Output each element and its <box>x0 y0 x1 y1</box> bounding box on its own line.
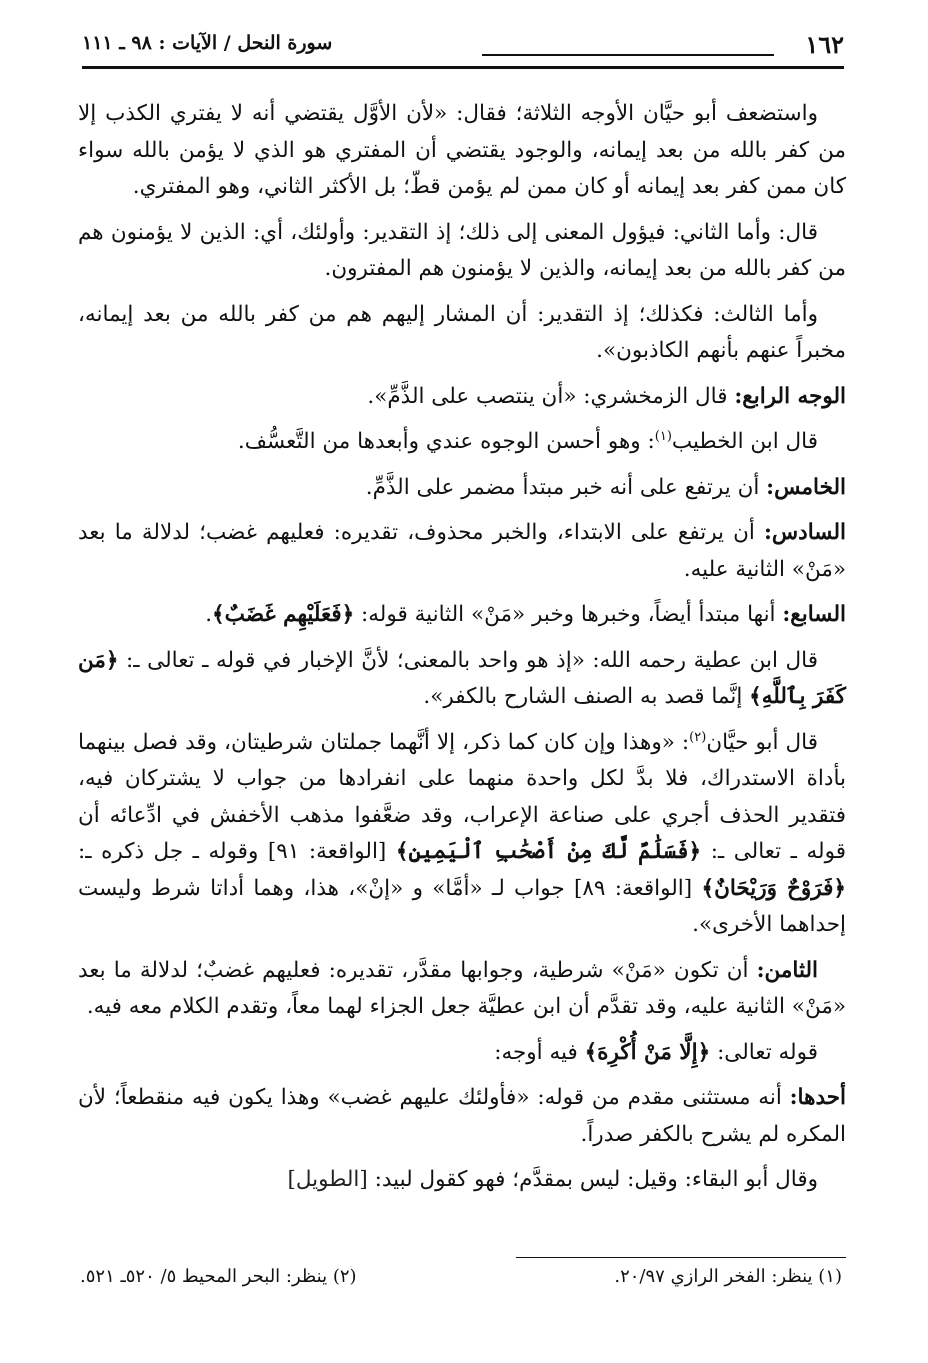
quran-quote: ﴿إِلَّا مَنْ أُكْرِهَ﴾ <box>584 1039 711 1065</box>
paragraph <box>78 1080 846 1153</box>
paragraph-text: [الواقعة: ٩١] وقوله ـ جل ذكره ـ: <box>78 839 396 864</box>
main-text <box>78 96 846 1208</box>
paragraph-text: إنَّما قصد به الصنف الشارح بالكفر». <box>423 684 750 709</box>
paragraph <box>78 643 846 716</box>
header-rule <box>82 66 844 69</box>
section-label: أحدها: <box>789 1085 846 1110</box>
paragraph-text: أنه مستثنى مقدم من قوله: «فأولئك عليهم غضب» وهذا يكون فيه منقطعاً؛ لأن المكره لم يشرح بالكفر صدراً. <box>78 1085 846 1147</box>
paragraph-text: أن يرتفع على أنه خبر مبتدأ مضمر على الذَّمِّ. <box>365 474 767 500</box>
paragraph-text: : «وهذا وإن كان كما ذكر، إلا أنَّهما جملتان شرطيتان، وقد فصل بينهما بأداة الاستدراك، فلا بدَّ لكل واحدة منهما على انفرادها من جواب لا يشتركان فيه، فتقدير الحذف أجري على صناعة الإعراب، وقد ضعَّفوا مذهب الأخفش في ادِّعائه أن قوله ـ تعالى ـ: <box>78 729 846 864</box>
meter-label: [الطويل] <box>287 1167 368 1192</box>
quran-quote: ﴿فَرَوْحٌ وَرَيْحَانٌ﴾ <box>701 875 846 901</box>
section-label: الخامس: <box>766 474 846 500</box>
paragraph <box>78 470 846 507</box>
paragraph <box>78 1162 846 1199</box>
paragraph-text: وقال أبو البقاء: وقيل: ليس بمقدَّم؛ فهو كقول لبيد: <box>367 1167 818 1192</box>
paragraph: واستضعف أبو حيَّان الأوجه الثلاثة؛ فقال: «لأن الأوَّل يقتضي أنه لا يفتري الكذب إلا من كفر بالله من بعد إيمانه، والوجود يقتضي أن المفتري هو الذي لا يؤمن بالله سواء كان ممن كفر بعد إيمانه أو كان ممن لم يؤمن قطّ؛ بل الأكثر الثاني، وهو المفتري. <box>78 101 846 199</box>
footnote-1: (١) ينظر: الفخر الرازي ٢٠/٩٧. <box>614 1266 842 1287</box>
paragraph-text: أنها مبتدأ أيضاً، وخبرها وخبر «مَنْ» الثانية قوله: <box>354 602 783 627</box>
paragraph: قال: وأما الثاني: فيؤول المعنى إلى ذلك؛ إذ التقدير: وأولئك، أي: الذين لا يؤمنون هم من كفر بالله من بعد إيمانه، والذين لا يؤمنون هم المفترون. <box>78 219 846 281</box>
footnotes <box>80 1266 842 1298</box>
paragraph: وأما الثالث: فكذلك؛ إذ التقدير: أن المشار إليهم هم من كفر بالله من بعد إيمانه، مخبراً عنهم بأنهم الكاذبون». <box>78 301 846 363</box>
paragraph <box>78 1035 846 1072</box>
paragraph-text: قال الزمخشري: «أن ينتصب على الذَّمِّ». <box>367 383 735 409</box>
quran-quote: ﴿مَن كَفَرَ بِٱللَّهِ﴾ <box>78 647 846 709</box>
paragraph-text: فيه أوجه: <box>494 1039 585 1065</box>
paragraph <box>78 953 846 1026</box>
section-label: الثامن: <box>756 957 818 983</box>
paragraph <box>78 515 846 588</box>
running-title: سورة النحل / الآيات : ٩٨ ـ ١١١ <box>82 32 333 54</box>
paragraph-text: قوله تعالى: <box>710 1039 818 1065</box>
section-label: السابع: <box>782 602 846 627</box>
paragraph <box>78 725 846 944</box>
page-number: ١٦٢ <box>805 30 844 59</box>
paragraph <box>78 597 846 634</box>
paragraph <box>78 424 846 461</box>
footnote-ref: (٢) <box>689 729 707 745</box>
page-header <box>82 28 844 64</box>
paragraph-text: قال أبو حيَّان <box>706 729 818 755</box>
paragraph-text: أن تكون «مَنْ» شرطية، وجوابها مقدَّر، تقديره: فعليهم غضبٌ؛ لدلالة ما بعد «مَنْ» الثانية عليه، وقد تقدَّم أن ابن عطيَّة جعل الجزاء لهما معاً، وتقدم الكلام معه فيه. <box>78 957 846 1019</box>
footnote-2: (٢) ينظر: البحر المحيط ٥/ ٥٢٠ـ ٥٢١. <box>80 1266 357 1287</box>
paragraph-text: قال ابن الخطيب <box>671 429 818 454</box>
quran-quote: ﴿فَعَلَيْهِم غَضَبٌ﴾ <box>212 602 355 627</box>
paragraph-text: أن يرتفع على الابتداء، والخبر محذوف، تقديره: فعليهم غضب؛ لدلالة ما بعد «مَنْ» الثانية عليه. <box>78 520 846 582</box>
footnote-rule <box>516 1257 846 1258</box>
section-label: الوجه الرابع: <box>734 383 846 409</box>
footnote-ref: (١) <box>654 428 672 444</box>
header-leader-line <box>482 54 774 56</box>
paragraph-text: قال ابن عطية رحمه الله: «إذ هو واحد بالمعنى؛ لأنَّ الإخبار في قوله ـ تعالى ـ: <box>118 647 818 673</box>
paragraph-text: [الواقعة: ٨٩] جواب لـ «أمَّا» و «إنْ»، هذا، وهما أداتا شرط وليست إحداهما الأخرى». <box>78 875 846 937</box>
paragraph <box>78 379 846 416</box>
quran-quote: ﴿فَسَلَٰمٌ لَّكَ مِنْ أَصْحَٰبِ ٱلْيَمِينِ﴾ <box>395 839 702 864</box>
paragraph-text: . <box>205 602 213 627</box>
paragraph-text: : وهو أحسن الوجوه عندي وأبعدها من التَّعسُّف. <box>237 429 655 454</box>
section-label: السادس: <box>763 520 846 545</box>
